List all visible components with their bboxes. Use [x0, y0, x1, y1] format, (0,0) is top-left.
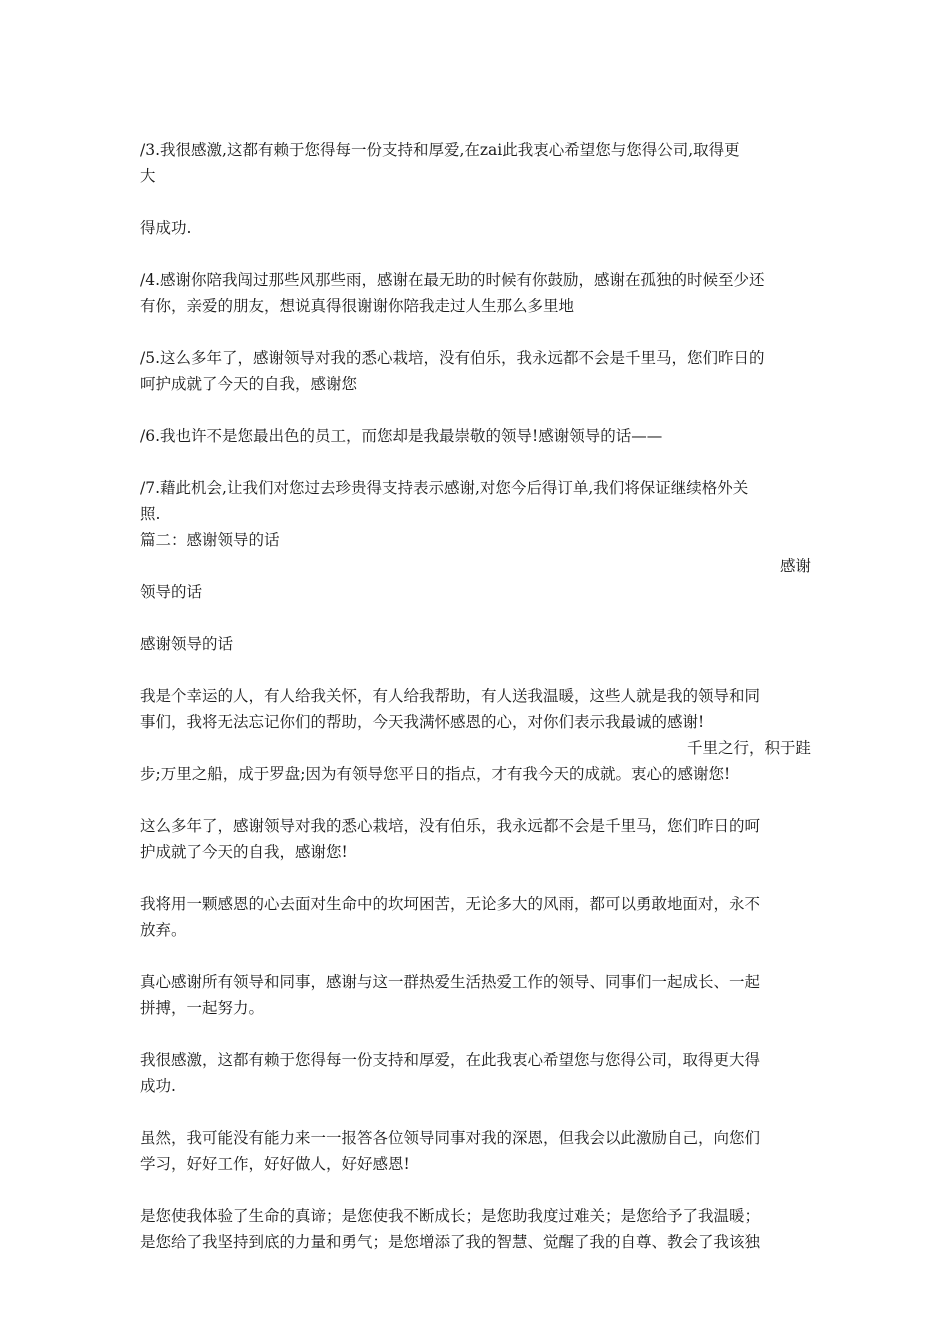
paragraph-q1-line-1: 我是个幸运的人，有人给我关怀，有人给我帮助，有人送我温暖，这些人就是我的领导和同: [140, 687, 761, 705]
paragraph-4-line-2: 有你，亲爱的朋友，想说真得很谢谢你陪我走过人生那么多里地: [140, 297, 575, 315]
heading-left-fragment: 领导的话: [140, 583, 203, 601]
paragraph-q6-line-1: 我很感激，这都有赖于您得每一份支持和厚爱，在此我衷心希望您与您得公司，取得更大得: [140, 1051, 761, 1069]
paragraph-3-line-1: /3.我很感激,这都有赖于您得每一份支持和厚爱,在zai此我衷心希望您与您得公司,取得更: [140, 141, 740, 159]
spacer: [140, 1177, 811, 1203]
spacer: [140, 241, 811, 267]
paragraph-q4-line-1: 我将用一颗感恩的心去面对生命中的坎坷困苦，无论多大的风雨，都可以勇敢地面对，永不: [140, 895, 761, 913]
paragraph-4-line-1: /4.感谢你陪我闯过那些风那些雨，感谢在最无助的时候有你鼓励，感谢在孤独的时候至少还: [140, 271, 765, 289]
paragraph-q5-line-1: 真心感谢所有领导和同事，感谢与这一群热爱生活热爱工作的领导、同事们一起成长、一起: [140, 973, 761, 991]
spacer: [140, 189, 811, 215]
paragraph-q8-line-2: 是您给了我坚持到底的力量和勇气；是您增添了我的智慧、觉醒了我的自尊、教会了我该独: [140, 1233, 761, 1251]
paragraph-5-line-1: /5.这么多年了，感谢领导对我的悉心栽培，没有伯乐，我永远都不会是千里马，您们昨日的: [140, 349, 765, 367]
document-body: [140, 137, 811, 1255]
spacer: [140, 1021, 811, 1047]
spacer: [140, 319, 811, 345]
spacer: [140, 943, 811, 969]
paragraph-q7-line-2: 学习，好好工作，好好做人，好好感恩!: [140, 1155, 410, 1173]
paragraph-q6-line-2: 成功.: [140, 1077, 176, 1095]
paragraph-q8-line-1: 是您使我体验了生命的真谛；是您使我不断成长；是您助我度过难关；是您给予了我温暖；: [140, 1207, 761, 1225]
paragraph-q3-line-1: 这么多年了，感谢领导对我的悉心栽培，没有伯乐，我永远都不会是千里马，您们昨日的呵: [140, 817, 761, 835]
subtitle: 感谢领导的话: [140, 635, 234, 653]
paragraph-q2-line-2: 步;万里之船，成于罗盘;因为有领导您平日的指点，才有我今天的成就。衷心的感谢您!: [140, 765, 731, 783]
section-title: 篇二：感谢领导的话: [140, 531, 280, 549]
paragraph-7-line-1: /7.藉此机会,让我们对您过去珍贵得支持表示感谢,对您今后得订单,我们将保证继续格外关: [140, 479, 749, 497]
paragraph-q7-line-1: 虽然，我可能没有能力来一一报答各位领导同事对我的深恩，但我会以此激励自己，向您们: [140, 1129, 761, 1147]
paragraph-3-line-3: 得成功.: [140, 219, 192, 237]
spacer: [140, 787, 811, 813]
spacer: [140, 865, 811, 891]
paragraph-q5-line-2: 拼搏，一起努力。: [140, 999, 265, 1017]
paragraph-q2-line-1: 千里之行，积于跬: [686, 739, 811, 757]
paragraph-6: /6.我也许不是您最出色的员工，而您却是我最崇敬的领导!感谢领导的话——: [140, 427, 663, 445]
paragraph-q4-line-2: 放弃。: [140, 921, 187, 939]
spacer: [140, 1099, 811, 1125]
spacer: [140, 449, 811, 475]
paragraph-7-line-2: 照.: [140, 505, 161, 523]
heading-right-fragment: 感谢: [779, 557, 811, 575]
spacer: [140, 657, 811, 683]
paragraph-q3-line-2: 护成就了今天的自我，感谢您!: [140, 843, 348, 861]
paragraph-q1-line-2: 事们，我将无法忘记你们的帮助，今天我满怀感恩的心，对你们表示我最诚的感谢!: [140, 713, 705, 731]
spacer: [140, 397, 811, 423]
spacer: [140, 605, 811, 631]
paragraph-5-line-2: 呵护成就了今天的自我，感谢您: [140, 375, 358, 393]
paragraph-3-line-2: 大: [140, 167, 156, 185]
